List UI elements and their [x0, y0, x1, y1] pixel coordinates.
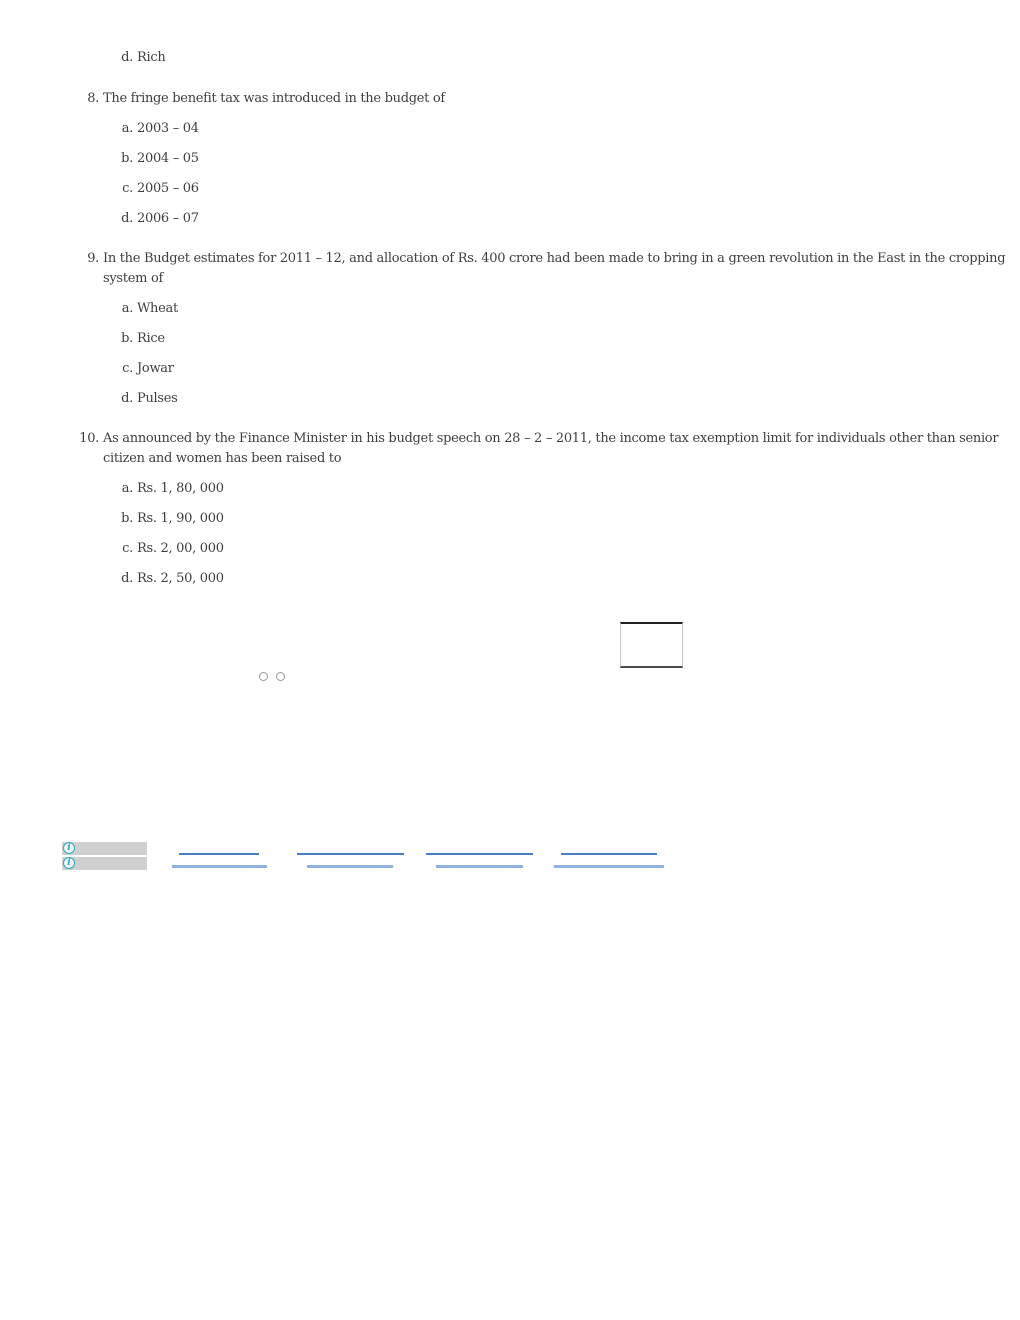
option-row [0, 391, 1020, 407]
option-text: 2003 – 04 [137, 121, 199, 136]
option-row [0, 50, 1020, 66]
option-row [0, 511, 1020, 527]
option-row [0, 181, 1020, 197]
option-letter: a. [121, 481, 133, 496]
question-text-line2: citizen and women has been raised to [103, 451, 342, 466]
question-text-line1: As announced by the Finance Minister in his budget speech on 28 – 2 – 2011, the income tax exemption limit for individuals other than senior [103, 431, 999, 446]
option-text: Wheat [137, 301, 178, 316]
option-row [0, 211, 1020, 227]
question-10 [0, 431, 1020, 447]
option-letter: c. [122, 541, 133, 556]
underline-field-bottom-1[interactable] [172, 865, 267, 868]
question-number: 9. [87, 251, 99, 266]
option-text: Rs. 1, 90, 000 [137, 511, 224, 526]
option-letter: d. [121, 571, 133, 586]
underline-field-bottom-2[interactable] [307, 865, 393, 868]
option-letter: b. [121, 511, 133, 526]
option-letter: b. [121, 331, 133, 346]
underline-field-top-2[interactable] [297, 853, 404, 855]
question-10-line2 [0, 451, 1020, 467]
option-row [0, 481, 1020, 497]
option-text: 2005 – 06 [137, 181, 199, 196]
info-icon: i [63, 857, 75, 869]
option-letter: a. [121, 121, 133, 136]
option-text: Rs. 1, 80, 000 [137, 481, 224, 496]
option-row [0, 301, 1020, 317]
option-row [0, 541, 1020, 557]
option-text: Rs. 2, 50, 000 [137, 571, 224, 586]
radio-marker-1[interactable] [259, 672, 268, 681]
option-letter: d. [121, 391, 133, 406]
underline-field-bottom-4[interactable] [554, 865, 664, 868]
option-letter: b. [121, 151, 133, 166]
option-row [0, 121, 1020, 137]
underline-field-top-3[interactable] [426, 853, 533, 855]
question-9 [0, 251, 1020, 267]
option-text: Rich [137, 50, 166, 65]
form-field-bar-1[interactable] [62, 842, 147, 855]
radio-marker-2[interactable] [276, 672, 285, 681]
option-text: Jowar [137, 361, 174, 376]
option-text: Pulses [137, 391, 178, 406]
underline-field-top-1[interactable] [179, 853, 259, 855]
option-text: 2004 – 05 [137, 151, 199, 166]
option-row [0, 361, 1020, 377]
underline-field-top-4[interactable] [561, 853, 657, 855]
option-text: Rs. 2, 00, 000 [137, 541, 224, 556]
question-number: 8. [87, 91, 99, 106]
option-letter: d. [121, 211, 133, 226]
question-text-line1: In the Budget estimates for 2011 – 12, and allocation of Rs. 400 crore had been made to bring in a green revolution in the East in the cropping [103, 251, 1006, 266]
option-letter: c. [122, 181, 133, 196]
question-number: 10. [79, 431, 99, 446]
question-9-line2 [0, 271, 1020, 287]
option-letter: d. [121, 50, 133, 65]
empty-text-box[interactable] [620, 622, 683, 668]
info-icon: i [63, 842, 75, 854]
question-text: The fringe benefit tax was introduced in the budget of [103, 91, 445, 106]
underline-field-bottom-3[interactable] [436, 865, 523, 868]
option-letter: c. [122, 361, 133, 376]
option-row [0, 331, 1020, 347]
option-text: Rice [137, 331, 165, 346]
option-row [0, 151, 1020, 167]
option-letter: a. [121, 301, 133, 316]
question-8 [0, 91, 1020, 107]
option-row [0, 571, 1020, 587]
option-text: 2006 – 07 [137, 211, 199, 226]
question-text-line2: system of [103, 271, 164, 286]
form-field-bar-2[interactable] [62, 857, 147, 870]
